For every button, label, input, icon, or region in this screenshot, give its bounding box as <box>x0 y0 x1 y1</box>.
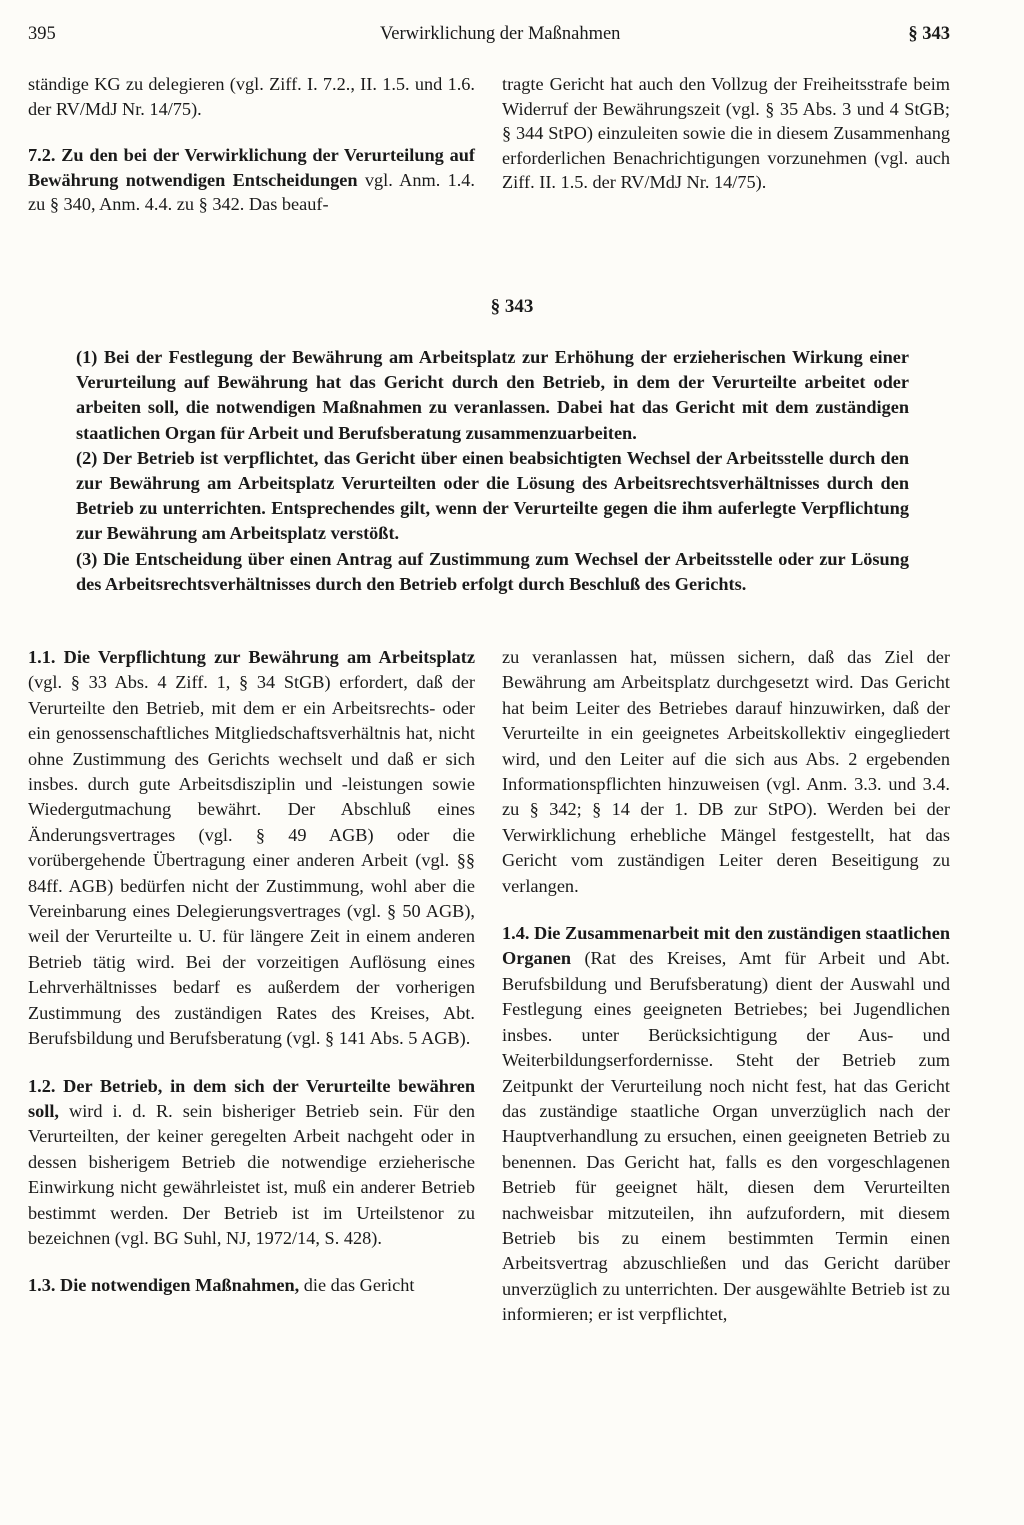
note-1-3 <box>28 1273 475 1298</box>
paragraph-text: vgl. Anm. 1.4. zu § 340, Anm. 4.4. zu § 342. Das beauf- <box>28 169 476 215</box>
note-1-3-continued: zu veranlassen hat, müssen sichern, daß das Ziel der Bewährung am Arbeitsplatz durchgesetzt wird. Das Gericht hat beim Leiter des Betriebes darauf hinzuwirken, daß der Verurteilte in ein geeignetes Arbeitskollektiv eingegliedert wird, und den Leiter auf die sich aus Abs. 2 ergebenden Informationspflichten hinzuweisen (vgl. Anm. 3.3. und 3.4. zu § 342; § 14 der 1. DB zur StPO). Werden bei der Verwirklichung erhebliche Mängel festgestellt, hat das Gericht vom zuständigen Leiter deren Beseitigung zu verlangen. <box>502 647 950 896</box>
note-number: 1.4. <box>502 923 530 944</box>
paragraph-7-2 <box>28 143 475 217</box>
commentary-right-column <box>502 645 950 1328</box>
note-number: 1.2. <box>28 1075 56 1096</box>
note-1-1 <box>28 645 475 1052</box>
law-text <box>76 345 909 597</box>
page-header <box>28 24 950 54</box>
note-text: (vgl. § 33 Abs. 4 Ziff. 1, § 34 StGB) erfordert, daß der Verurteilte den Betrieb, mit dem er ein Arbeitsrechts- oder ein genossenschaftliches Mitgliedschaftsverhältnis hat, nicht ohne Zustimmung des Gerichts wechselt und daß er sich insbes. durch gute Arbeitsdisziplin und -leistungen sowie Wiedergutmachung bewährt. Der Abschluß eines Änderungsvertrages (vgl. § 49 AGB) oder die vorübergehende Übertragung einer anderen Arbeit (vgl. §§ 84ff. AGB) bedürfen nicht der Zustimmung, wohl aber die Vereinbarung eines Delegierungsvertrages (vgl. § 50 AGB), weil der Verurteilte u. U. für längere Zeit in einem anderen Betrieb tätig wird. Bei der vorzeitigen Auflösung eines Lehrverhältnisses bedarf es außerdem der vorherigen Zustimmung des zuständigen Rates des Kreises, Abt. Berufsbildung und Berufsberatung (vgl. § 141 Abs. 5 AGB). <box>28 672 475 1049</box>
section-marker: § 343 <box>908 24 950 44</box>
note-1-4 <box>502 921 950 1328</box>
commentary-left-column <box>28 645 475 1299</box>
law-paragraph-3: (3) Die Entscheidung über einen Antrag auf Zustimmung zum Wechsel der Arbeitsstelle oder zur Lösung des Arbeitsrechtsverhältnisses durch den Betrieb erfolgt durch Beschluß des Gerichts. <box>76 548 909 594</box>
law-paragraph-1: (1) Bei der Festlegung der Bewährung am Arbeitsplatz zur Erhöhung der erzieherischen Wirkung einer Verurteilung auf Bewährung hat das Gericht durch den Betrieb, in dem der Verurteilte arbeitet oder arbeiten soll, die notwendigen Maßnahmen zu veranlassen. Dabei hat das Gericht mit dem zuständigen staatlichen Organ für Arbeit und Berufsberatung zusammenzuarbeiten. <box>76 347 909 443</box>
paragraph: ständige KG zu delegieren (vgl. Ziff. I. 7.2., II. 1.5. und 1.6. der RV/MdJ Nr. 14/75). <box>28 74 475 119</box>
note-heading: Der Betrieb, in dem sich der Verurteilte bewähren soll, <box>28 1075 475 1121</box>
note-heading: Die notwendigen Maßnahmen, <box>60 1275 300 1296</box>
note-heading: Die Zusammenarbeit mit den zuständigen staatlichen Organen <box>502 923 950 969</box>
running-title: Verwirklichung der Maßnahmen <box>380 24 621 44</box>
note-text: (Rat des Kreises, Amt für Arbeit und Abt. Berufsbildung und Berufsberatung) dient der Auswahl und Festlegung eines geeigneten Betriebes; bei Jugendlichen insbes. unter Berücksichtigung der Aus- und Weiterbildungserfordernisse. Steht der Betrieb zum Zeitpunkt der Verurteilung noch nicht fest, hat das Gericht das zuständige staatliche Organ unverzüglich nach der Hauptverhandlung zu ersuchen, einen geeigneten Betrieb zu benennen. Das Gericht hat, falls es den vorgeschlagenen Betrieb für geeignet hält, diesen dem Verurteilten nachweisbar mitzuteilen, ihn aufzufordern, mit diesem Betrieb bis zu einem bestimmten Termin einen Arbeitsvertrag abzuschließen und das Gericht darüber unverzüglich zu unterrichten. Der ausgewählte Betrieb ist zu informieren; er ist verpflichtet, <box>502 948 951 1325</box>
page-number: 395 <box>28 24 56 44</box>
note-1-2 <box>28 1074 475 1252</box>
paragraph: tragte Gericht hat auch den Vollzug der Freiheitsstrafe beim Widerruf der Bewährungszeit (vgl. § 35 Abs. 3 und 4 StGB; § 344 StPO) einzuleiten sowie die in diesem Zusammenhang erforderlichen Benachrichtigungen vorzunehmen (vgl. auch Ziff. II. 1.5. der RV/MdJ Nr. 14/75). <box>502 74 950 193</box>
note-heading: Die Verpflichtung zur Bewährung am Arbeitsplatz <box>63 647 475 667</box>
paragraph-number: 7.2. <box>28 145 56 166</box>
paragraph-heading: Zu den bei der Verwirklichung der Verurteilung auf Bewährung notwendigen Entscheidungen <box>28 145 475 190</box>
note-number: 1.3. <box>28 1275 56 1296</box>
top-left-column <box>28 72 475 217</box>
note-number: 1.1. <box>28 647 56 667</box>
law-section-title: § 343 <box>490 296 534 317</box>
note-text: wird i. d. R. sein bisheriger Betrieb sein. Für den Verurteilten, der keiner geregelten Arbeit nachgeht oder in dessen bisherigem Betrieb die notwendige erzieherische Einwirkung nicht gewährleistet ist, muß ein anderer Betrieb bestimmt werden. Der Betrieb ist im Urteilstenor zu bezeichnen (vgl. BG Suhl, NJ, 1972/14, S. 428). <box>28 1100 475 1248</box>
law-paragraph-2: (2) Der Betrieb ist verpflichtet, das Gericht über einen beabsichtigten Wechsel der Arbeitsstelle durch den zur Bewährung am Arbeitsplatz Verurteilten oder die Lösung des Arbeitsrechtsverhältnisses durch den Betrieb zu unterrichten. Entsprechendes gilt, wenn der Verurteilte gegen die ihm auferlegte Verpflichtung zur Bewährung am Arbeitsplatz verstößt. <box>76 447 909 544</box>
top-right-column <box>502 72 950 195</box>
note-text: die das Gericht <box>303 1275 415 1296</box>
